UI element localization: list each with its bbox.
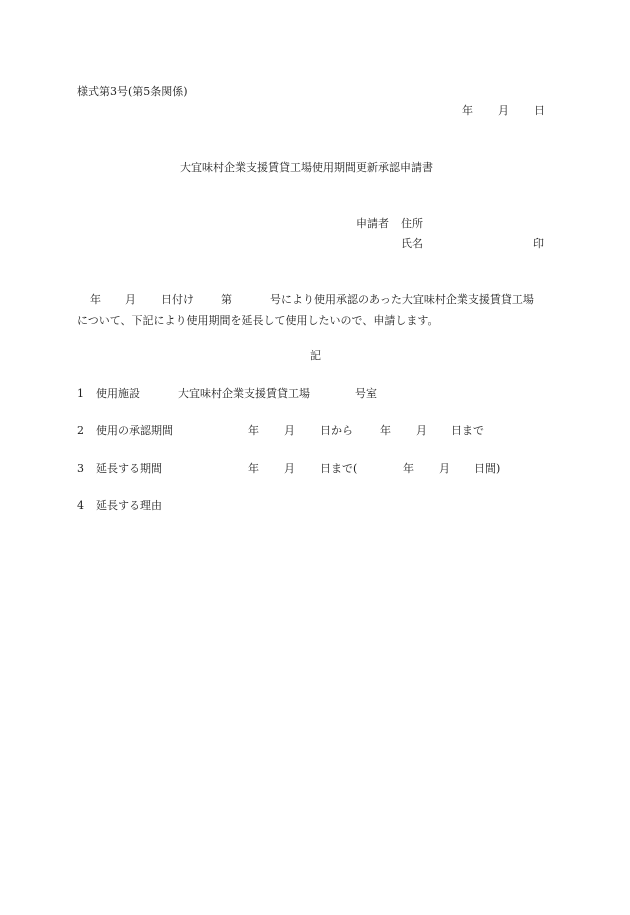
seal-label: 印: [533, 237, 544, 250]
date-day-label: 日: [534, 104, 545, 117]
item-4-label: 延長する理由: [96, 499, 162, 512]
item-3-label: 延長する期間: [96, 462, 162, 475]
item-3-month2: 月: [439, 462, 450, 475]
item-2-number: 2: [77, 424, 84, 437]
body-number-prefix: 第: [221, 293, 232, 306]
body-line1-rest: 号により使用承認のあった大宜味村企業支援賃貸工場: [270, 293, 534, 306]
body-month: 月: [125, 293, 136, 306]
form-number: 様式第3号(第5条関係): [77, 85, 188, 98]
item-1-room: 号室: [355, 387, 377, 400]
item-2-label: 使用の承認期間: [96, 424, 173, 437]
date-month-label: 月: [498, 104, 509, 117]
date-year-label: 年: [462, 104, 473, 117]
item-3-number: 3: [77, 462, 84, 475]
item-3-month1: 月: [284, 462, 295, 475]
body-line2: について、下記により使用期間を延長して使用したいので、申請します。: [77, 314, 439, 327]
item-2-from: 日から: [320, 424, 353, 437]
address-label: 住所: [401, 217, 423, 230]
item-1-label: 使用施設: [96, 387, 140, 400]
item-1-number: 1: [77, 387, 84, 400]
item-3-year2: 年: [403, 462, 414, 475]
applicant-label: 申請者: [356, 217, 389, 230]
item-3-year1: 年: [248, 462, 259, 475]
item-3-days-close: 日間): [474, 462, 501, 475]
item-2-year1: 年: [248, 424, 259, 437]
item-2-month2: 月: [416, 424, 427, 437]
item-4-number: 4: [77, 499, 84, 512]
item-2-until: 日まで: [451, 424, 484, 437]
name-label: 氏名: [401, 237, 423, 250]
item-1-facility: 大宜味村企業支援賃貸工場: [178, 387, 310, 400]
ki-label: 記: [310, 349, 321, 362]
document-title: 大宜味村企業支援賃貸工場使用期間更新承認申請書: [180, 161, 433, 174]
item-2-month1: 月: [284, 424, 295, 437]
body-dated: 日付け: [161, 293, 194, 306]
item-3-until-open: 日まで(: [320, 462, 358, 475]
item-2-year2: 年: [380, 424, 391, 437]
body-year: 年: [90, 293, 101, 306]
